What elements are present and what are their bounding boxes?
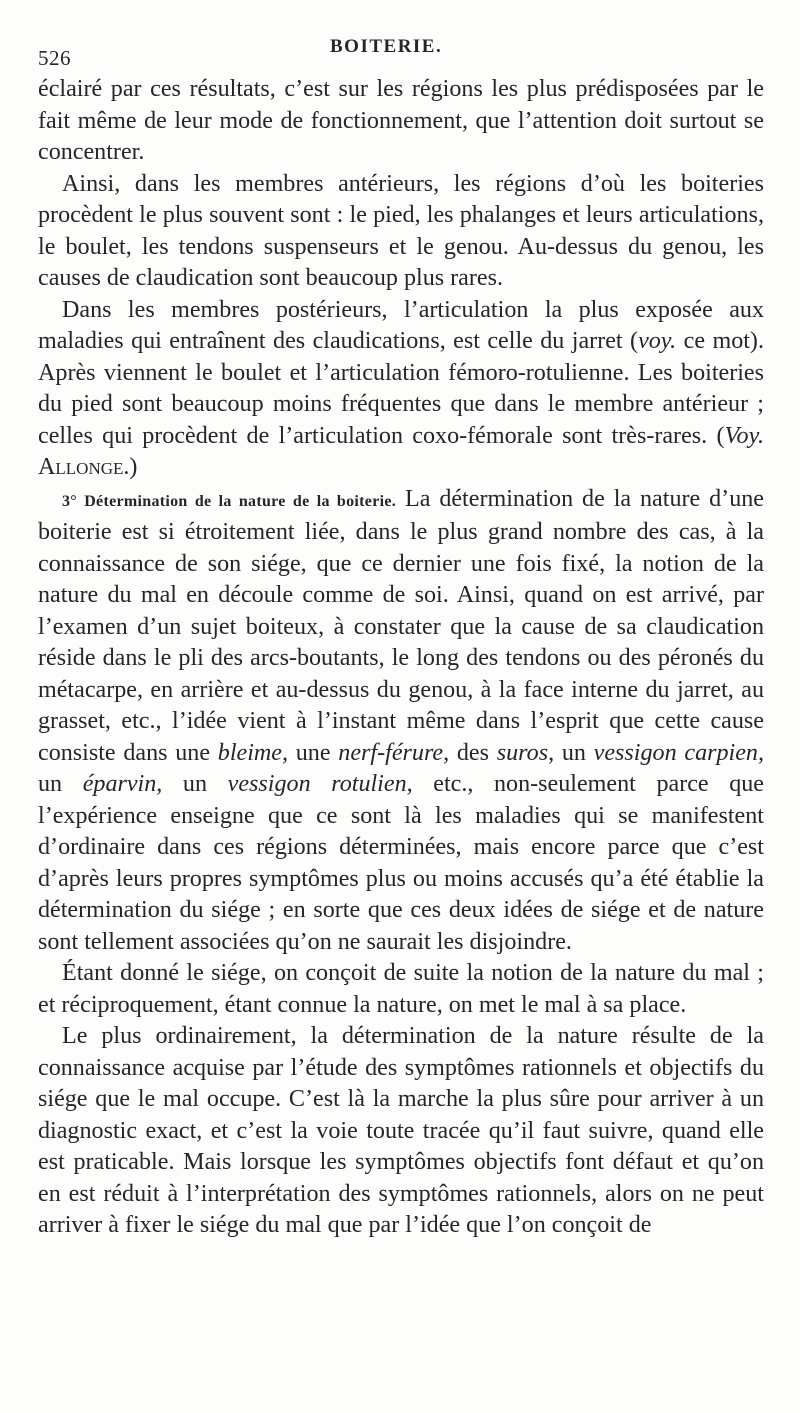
paragraph-2: Ainsi, dans les membres antérieurs, les régions d’où les boiteries procèdent le plus souvent sont : le pied, les phalanges et leurs articulations, le boulet, les tendons suspenseurs et le genou. Au-dessus du genou, les causes de claudication sont beaucoup plus rares.	[38, 170, 764, 291]
term-nerf-ferure: nerf-férure,	[338, 739, 450, 766]
paragraph-3-text-1: Dans les membres postérieurs, l’articulation la plus exposée aux maladies qui entraînent des claudications, est celle du jarret (	[38, 296, 764, 354]
paragraph-3-text-2: ce mot). Après viennent le boulet et l’articulation fémoro-rotulienne. Les boiteries du pied sont beaucoup moins fréquentes que dans le membre antérieur ; celles qui procèdent de l’articulation coxo-fémorale sont très-rares. (	[38, 328, 764, 449]
term-eparvin: éparvin,	[82, 771, 163, 797]
separator: un	[38, 771, 83, 797]
term-vessigon-rotulien: vessigon rotulien,	[227, 771, 413, 797]
paragraph-1: éclairé par ces résultats, c’est sur les régions les plus prédisposées par le fait même de leur mode de fonctionnement, que l’attention doit surtout se concentrer.	[38, 76, 764, 165]
separator: une	[288, 739, 339, 766]
paragraph-4-text-2: etc., non-seulement parce que l’expérience enseigne que ce sont là les maladies qui se manifestent d’ordinaire dans ces régions déterminées, mais encore parce que c’est d’après leurs propres symptômes plus ou moins accusés qu’a été établie la détermination du siége ; en sorte que ces deux idées de siége et de nature sont tellement associées qu’on ne saurait les disjoindre.	[38, 771, 764, 955]
paragraph-4-text-1: La détermination de la nature d’une boiterie est si étroitement liée, dans le plus grand nombre des cas, à la connaissance de son siége, que ce dernier une fois fixé, la notion de la nature du mal en découle comme de soi. Ainsi, quand on est arrivé, par l’examen d’un sujet boiteux, à constater que la cause de sa claudication réside dans le pli des arcs-boutants, le long des tendons ou des péronés du métacarpe, en arrière et au-dessus du genou, à la face interne du jarret, au grasset, etc., l’idée vient à l’instant même dans l’esprit que cette cause consiste dans une	[38, 485, 764, 766]
paragraph-3-close: )	[129, 454, 138, 480]
voy-reference-2: Voy.	[724, 422, 764, 449]
body-text	[38, 74, 764, 1242]
separator: des	[449, 739, 497, 766]
section-title: 3° Détermination de la nature de la boiterie.	[62, 492, 397, 510]
paragraph-6: Le plus ordinairement, la détermination de la nature résulte de la connaissance acquise par l’étude des symptômes rationnels et objectifs du siége que le mal occupe. C’est là la marche la plus sûre pour arriver à un diagnostic exact, et c’est la voie toute tracée qu’il faut suivre, quand elle est praticable. Mais lorsque les symptômes objectifs font défaut et qu’on en est réduit à l’interprétation des symptômes rationnels, alors on ne peut arriver à fixer le siége du mal que par l’idée que l’on conçoit de	[38, 1023, 764, 1238]
paragraph-5: Étant donné le siége, on conçoit de suite la notion de la nature du mal ; et réciproquement, étant connue la nature, on met le mal à sa place.	[38, 960, 764, 1018]
term-bleime: bleime,	[217, 739, 289, 766]
term-vessigon-carpien: vessigon carpien,	[593, 739, 765, 766]
page-header	[38, 36, 760, 72]
allonge-reference: Allonge.	[38, 454, 130, 480]
paragraph-3	[38, 295, 764, 484]
separator: un	[554, 739, 594, 766]
paragraph-4	[38, 484, 764, 959]
page-number: 526	[38, 46, 71, 70]
running-head: BOITERIE.	[330, 36, 443, 57]
term-suros: suros,	[496, 739, 555, 766]
voy-reference: voy.	[638, 328, 677, 354]
separator: un	[162, 771, 228, 797]
